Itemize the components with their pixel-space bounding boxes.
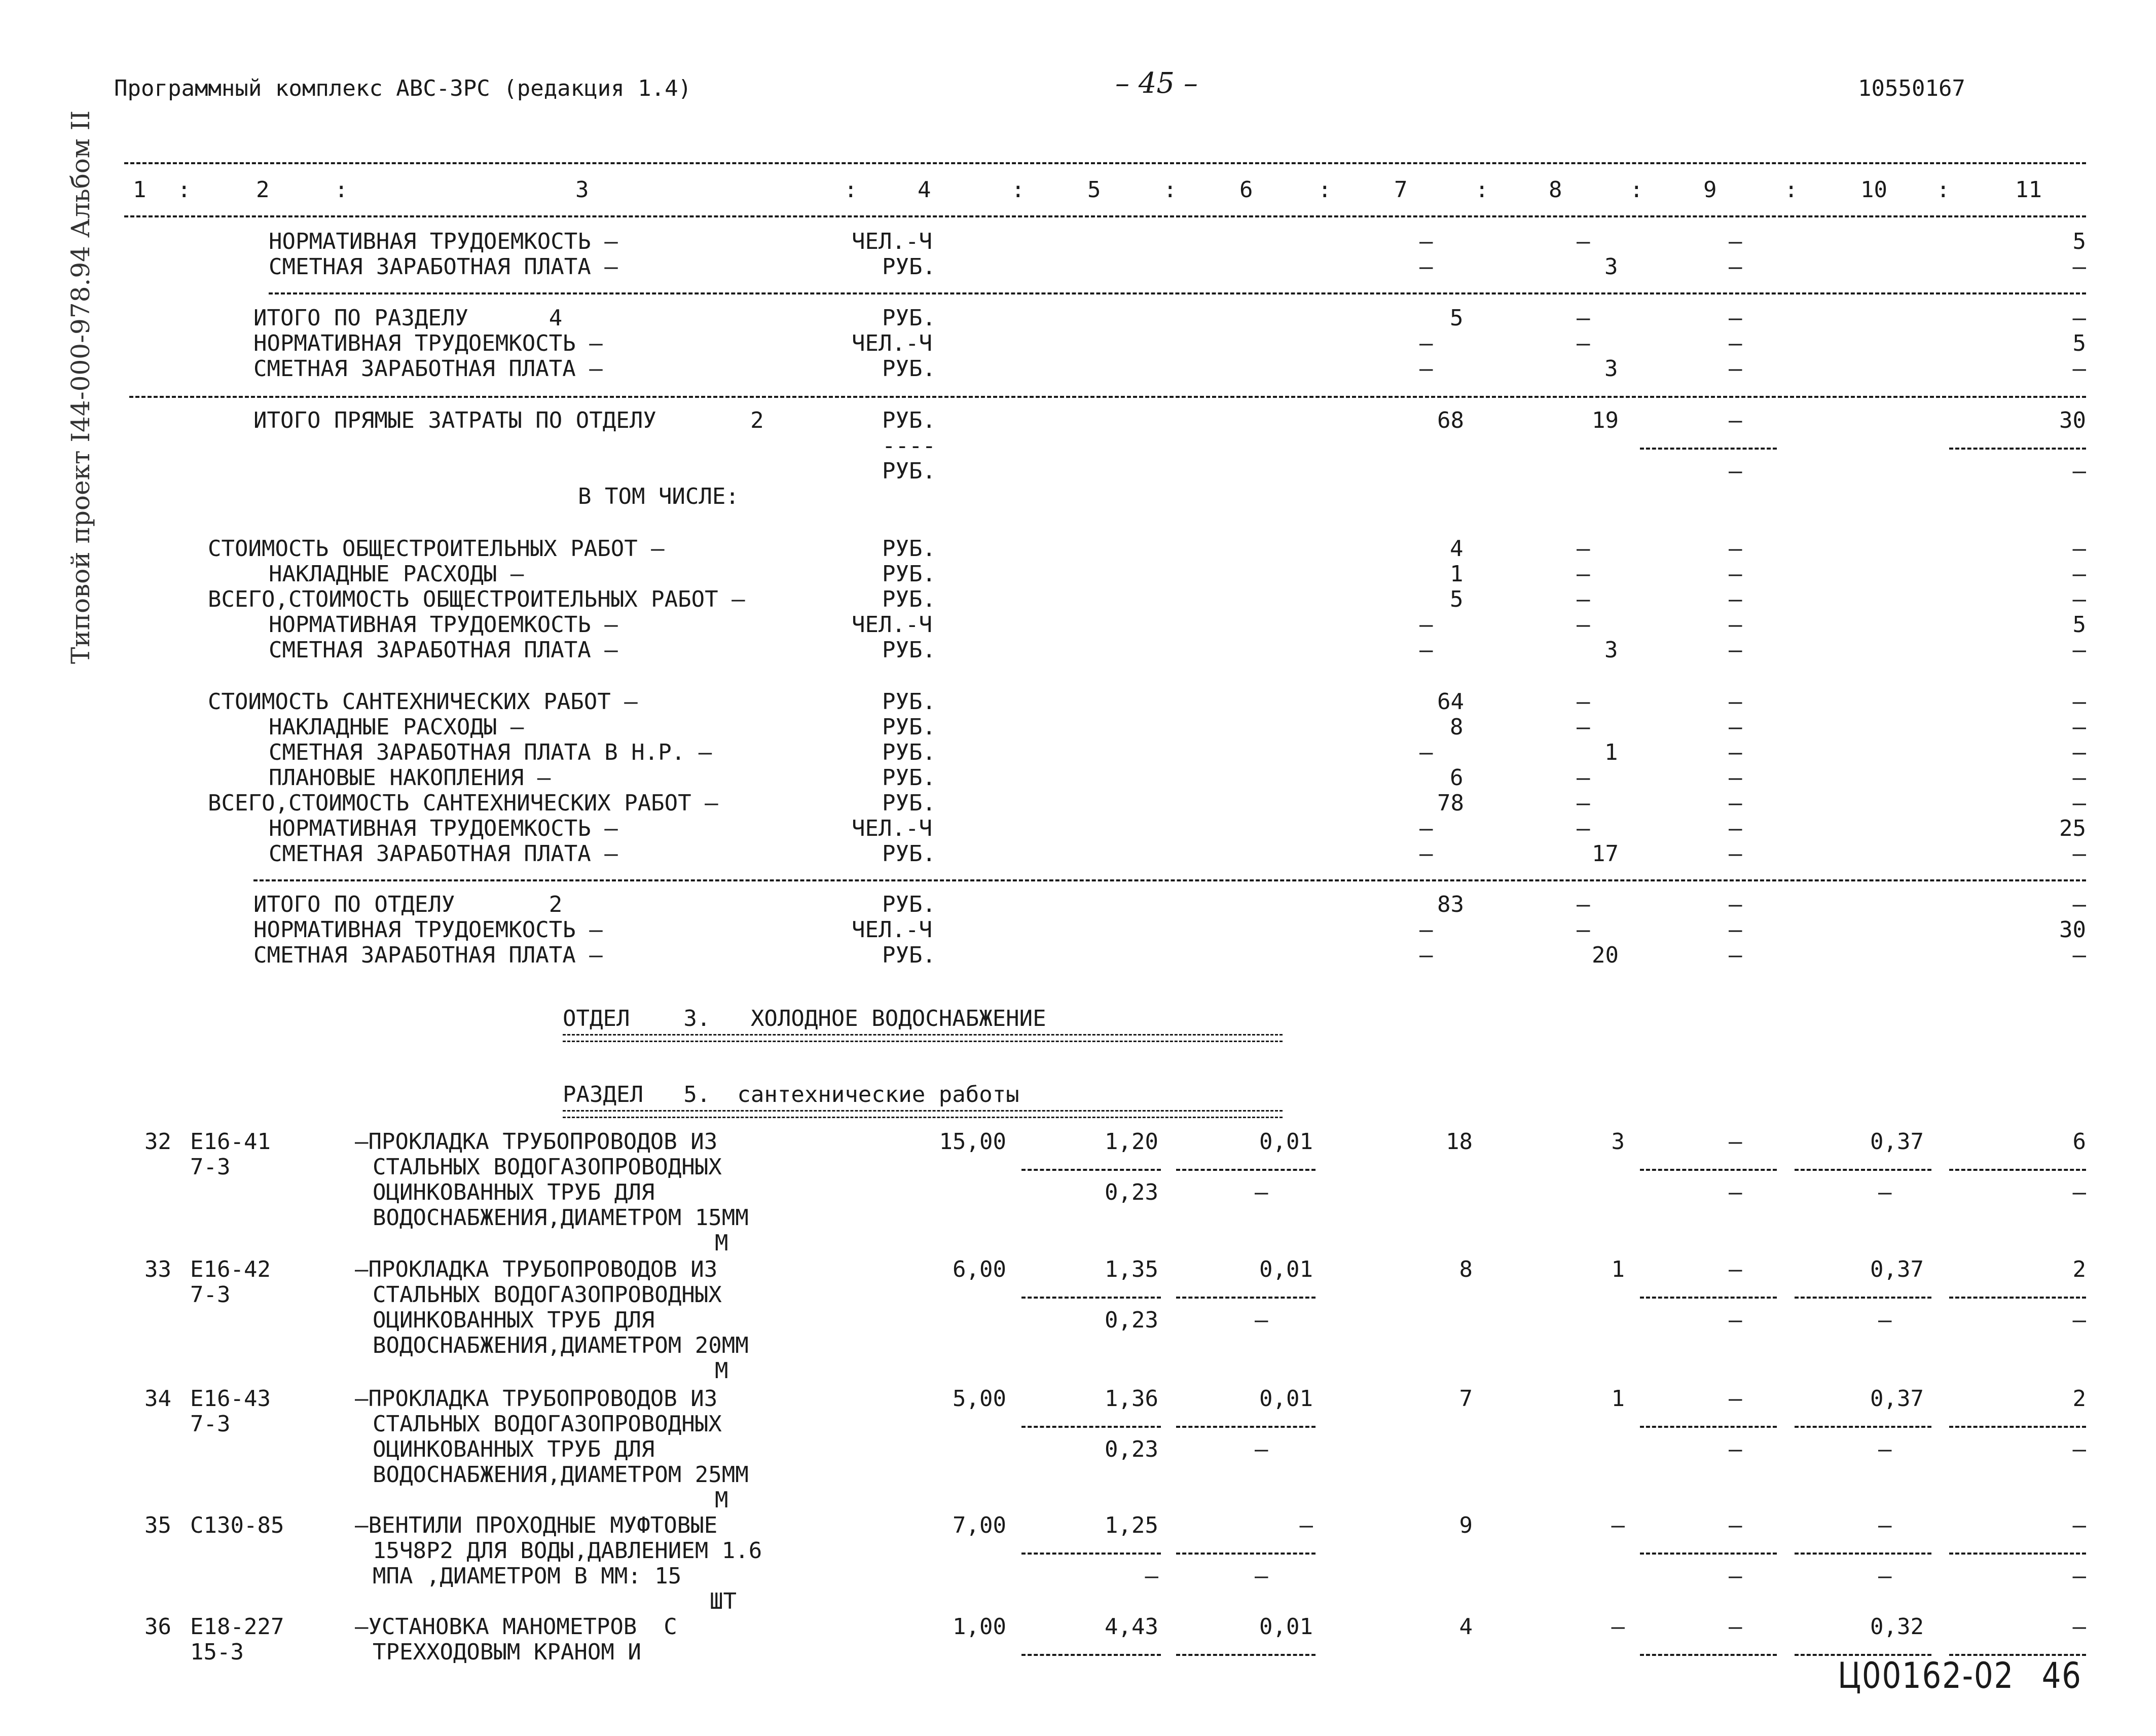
item-number: 36 bbox=[144, 1614, 171, 1640]
item-description-line: ВОДОСНАБЖЕНИЯ,ДИАМЕТРОМ 15ММ bbox=[373, 1205, 749, 1231]
item-col9: – bbox=[1729, 1512, 1742, 1538]
item-subcode: 7-3 bbox=[190, 1154, 231, 1180]
unit: РУБ. bbox=[882, 740, 936, 765]
value-dash: – bbox=[2072, 892, 2086, 917]
value-dash: – bbox=[1729, 689, 1742, 715]
unit: РУБ. bbox=[882, 254, 936, 280]
column-separator: : bbox=[844, 177, 858, 203]
item-description-line: ВОДОСНАБЖЕНИЯ,ДИАМЕТРОМ 25ММ bbox=[373, 1462, 749, 1488]
item-col6: – bbox=[1299, 1512, 1313, 1538]
column-number: 11 bbox=[2015, 177, 2042, 203]
item-col8: – bbox=[1611, 1614, 1625, 1640]
value-col8: 17 bbox=[1592, 841, 1619, 867]
separator bbox=[1795, 1169, 1931, 1171]
value-col7: 8 bbox=[1450, 714, 1464, 740]
label-salary: СМЕТНАЯ ЗАРАБОТНАЯ ПЛАТА – bbox=[269, 637, 618, 663]
label-salary-np: СМЕТНАЯ ЗАРАБОТНАЯ ПЛАТА В Н.Р. – bbox=[269, 740, 712, 765]
item-col10: 0,37 bbox=[1870, 1386, 1924, 1412]
value-dash: – bbox=[1729, 330, 1742, 356]
value-dash: – bbox=[1729, 536, 1742, 562]
value-col8: 1 bbox=[1604, 740, 1618, 765]
value-dash: – bbox=[1577, 790, 1590, 816]
value-dash: – bbox=[1729, 305, 1742, 331]
value-dash: – bbox=[2072, 637, 2086, 663]
item-col9-sub: – bbox=[1729, 1307, 1742, 1333]
section-5-heading: РАЗДЕЛ 5. сантехнические работы bbox=[563, 1082, 1019, 1107]
value-dash: – bbox=[1419, 330, 1433, 356]
value-col7: 78 bbox=[1437, 790, 1464, 816]
item-col10-sub: – bbox=[1878, 1179, 1892, 1205]
item-description-line: ТРЕХХОДОВЫМ КРАНОМ И bbox=[373, 1639, 641, 1665]
separator bbox=[1640, 1426, 1777, 1428]
item-col9: – bbox=[1729, 1257, 1742, 1282]
value-dash: – bbox=[1729, 458, 1742, 484]
value-dash: – bbox=[2072, 561, 2086, 587]
general-cost-label: СТОИМОСТЬ ОБЩЕСТРОИТЕЛЬНЫХ РАБОТ – bbox=[208, 536, 665, 562]
value-dash: – bbox=[2072, 765, 2086, 791]
value-dash: – bbox=[2072, 689, 2086, 715]
item-col11: – bbox=[2072, 1512, 2086, 1538]
separator bbox=[1176, 1426, 1315, 1428]
column-number: 5 bbox=[1087, 177, 1101, 203]
value-dash: – bbox=[2072, 254, 2086, 280]
item-col5-sub: 0,23 bbox=[1105, 1179, 1158, 1205]
value-col11: 30 bbox=[2059, 917, 2086, 943]
label-salary: СМЕТНАЯ ЗАРАБОТНАЯ ПЛАТА – bbox=[253, 942, 603, 968]
item-description-line: ОЦИНКОВАННЫХ ТРУБ ДЛЯ bbox=[373, 1307, 655, 1333]
value-col7: 64 bbox=[1437, 689, 1464, 715]
item-quantity: 1,00 bbox=[953, 1614, 1006, 1640]
item-unit: М bbox=[715, 1487, 728, 1513]
separator bbox=[1795, 1297, 1931, 1299]
value-dash: – bbox=[1577, 765, 1590, 791]
value-dash: – bbox=[1419, 229, 1433, 254]
item-col6: 0,01 bbox=[1259, 1129, 1313, 1155]
value-dash: – bbox=[1729, 740, 1742, 765]
item-col10: 0,37 bbox=[1870, 1129, 1924, 1155]
separator bbox=[1021, 1297, 1161, 1299]
item-col9: – bbox=[1729, 1129, 1742, 1155]
item-col11: 2 bbox=[2072, 1386, 2086, 1412]
item-description-line: –ВЕНТИЛИ ПРОХОДНЫЕ МУФТОВЫЕ bbox=[355, 1512, 718, 1538]
column-separator: : bbox=[335, 177, 348, 203]
label-salary: СМЕТНАЯ ЗАРАБОТНАЯ ПЛАТА – bbox=[253, 356, 603, 382]
value-dash: – bbox=[2072, 356, 2086, 382]
value-dash: – bbox=[1729, 892, 1742, 917]
value-dash: – bbox=[2072, 714, 2086, 740]
value-dash: – bbox=[1577, 714, 1590, 740]
separator bbox=[269, 292, 2086, 294]
label-savings: ПЛАНОВЫЕ НАКОПЛЕНИЯ – bbox=[269, 765, 551, 791]
value-col11: 30 bbox=[2059, 408, 2086, 433]
general-total-label: ВСЕГО,СТОИМОСТЬ ОБЩЕСТРОИТЕЛЬНЫХ РАБОТ – bbox=[208, 586, 745, 612]
unit: ЧЕЛ.-Ч bbox=[852, 330, 932, 356]
item-description-line: ОЦИНКОВАННЫХ ТРУБ ДЛЯ bbox=[373, 1436, 655, 1462]
item-col10: – bbox=[1878, 1512, 1892, 1538]
value-dash: – bbox=[1729, 586, 1742, 612]
separator bbox=[1640, 448, 1777, 450]
unit: РУБ. bbox=[882, 790, 936, 816]
value-dash: – bbox=[1419, 254, 1433, 280]
item-col5: 4,43 bbox=[1105, 1614, 1158, 1640]
item-col6: 0,01 bbox=[1259, 1257, 1313, 1282]
value-dash: – bbox=[2072, 458, 2086, 484]
item-quantity: 6,00 bbox=[953, 1257, 1006, 1282]
column-separator: : bbox=[1318, 177, 1332, 203]
value-dash: – bbox=[1419, 637, 1433, 663]
item-col5: 1,35 bbox=[1105, 1257, 1158, 1282]
item-subcode: 7-3 bbox=[190, 1282, 231, 1308]
label-overhead: НАКЛАДНЫЕ РАСХОДЫ – bbox=[269, 561, 524, 587]
department-3-heading: ОТДЕЛ 3. ХОЛОДНОЕ ВОДОСНАБЖЕНИЕ bbox=[563, 1006, 1046, 1031]
separator bbox=[1176, 1654, 1315, 1656]
item-description-line: 15Ч8Р2 ДЛЯ ВОДЫ,ДАВЛЕНИЕМ 1.6 bbox=[373, 1538, 762, 1564]
unit: РУБ. bbox=[882, 356, 936, 382]
item-col10: 0,32 bbox=[1870, 1614, 1924, 1640]
unit: РУБ. bbox=[882, 765, 936, 791]
item-code: Е16-41 bbox=[190, 1129, 271, 1155]
separator bbox=[1949, 1426, 2086, 1428]
item-description-line: МПА ,ДИАМЕТРОМ В ММ: 15 bbox=[373, 1563, 682, 1589]
item-col9: – bbox=[1729, 1386, 1742, 1412]
item-description-line: –ПРОКЛАДКА ТРУБОПРОВОДОВ ИЗ bbox=[355, 1257, 718, 1282]
label-norm: НОРМАТИВНАЯ ТРУДОЕМКОСТЬ – bbox=[253, 330, 603, 356]
value-col8: 3 bbox=[1604, 637, 1618, 663]
value-dash: – bbox=[2072, 305, 2086, 331]
separator bbox=[1949, 1297, 2086, 1299]
unit: РУБ. bbox=[882, 714, 936, 740]
item-col6-sub: – bbox=[1255, 1307, 1268, 1333]
value-dash: – bbox=[1577, 689, 1590, 715]
value-dash: – bbox=[1729, 841, 1742, 867]
item-number: 32 bbox=[144, 1129, 171, 1155]
item-description-line: –ПРОКЛАДКА ТРУБОПРОВОДОВ ИЗ bbox=[355, 1129, 718, 1155]
item-col5-sub: 0,23 bbox=[1105, 1307, 1158, 1333]
separator bbox=[1176, 1169, 1315, 1171]
unit: ЧЕЛ.-Ч bbox=[852, 229, 932, 254]
separator bbox=[124, 215, 2086, 217]
stamp-code: Ц00162-02 bbox=[1838, 1655, 2014, 1696]
value-dash: – bbox=[1419, 356, 1433, 382]
item-col5: 1,20 bbox=[1105, 1129, 1158, 1155]
value-col11: 5 bbox=[2072, 612, 2086, 638]
column-separator: : bbox=[1630, 177, 1643, 203]
separator bbox=[124, 162, 2086, 164]
value-dash: – bbox=[1577, 305, 1590, 331]
item-subcode: 15-3 bbox=[190, 1639, 244, 1665]
item-col7: 7 bbox=[1459, 1386, 1473, 1412]
label-salary: СМЕТНАЯ ЗАРАБОТНАЯ ПЛАТА – bbox=[269, 841, 618, 867]
separator bbox=[1949, 448, 2086, 450]
unit: РУБ. bbox=[882, 408, 936, 433]
separator bbox=[1021, 1169, 1161, 1171]
column-separator: : bbox=[177, 177, 191, 203]
plumbing-cost-label: СТОИМОСТЬ САНТЕХНИЧЕСКИХ РАБОТ – bbox=[208, 689, 638, 715]
column-separator: : bbox=[1475, 177, 1489, 203]
value-dash: – bbox=[2072, 586, 2086, 612]
value-dash: – bbox=[1419, 841, 1433, 867]
label-norm: НОРМАТИВНАЯ ТРУДОЕМКОСТЬ – bbox=[253, 917, 603, 943]
label-norm: НОРМАТИВНАЯ ТРУДОЕМКОСТЬ – bbox=[269, 612, 618, 638]
column-separator: : bbox=[1784, 177, 1798, 203]
separator bbox=[1640, 1553, 1777, 1555]
item-col5-sub: – bbox=[1145, 1563, 1158, 1589]
item-code: С130-85 bbox=[190, 1512, 284, 1538]
item-number: 35 bbox=[144, 1512, 171, 1538]
item-col10-sub: – bbox=[1878, 1307, 1892, 1333]
value-col8: 3 bbox=[1604, 254, 1618, 280]
unit: РУБ. bbox=[882, 841, 936, 867]
value-col8: 3 bbox=[1604, 356, 1618, 382]
item-unit: М bbox=[715, 1230, 728, 1256]
item-col8: 3 bbox=[1611, 1129, 1625, 1155]
value-dash: – bbox=[1577, 917, 1590, 943]
item-number: 34 bbox=[144, 1386, 171, 1412]
value-dash: – bbox=[1577, 330, 1590, 356]
item-col11: – bbox=[2072, 1614, 2086, 1640]
item-col5-sub: 0,23 bbox=[1105, 1436, 1158, 1462]
separator bbox=[129, 396, 2086, 398]
column-number: 7 bbox=[1394, 177, 1408, 203]
value-col7: 1 bbox=[1450, 561, 1464, 587]
value-dash: – bbox=[1729, 229, 1742, 254]
item-col5: 1,36 bbox=[1105, 1386, 1158, 1412]
item-description-line: СТАЛЬНЫХ ВОДОГАЗОПРОВОДНЫХ bbox=[373, 1282, 722, 1308]
value-col11: 25 bbox=[2059, 816, 2086, 841]
label-salary: СМЕТНАЯ ЗАРАБОТНАЯ ПЛАТА – bbox=[269, 254, 618, 280]
column-number: 4 bbox=[918, 177, 931, 203]
value-dash: – bbox=[2072, 536, 2086, 562]
column-number: 3 bbox=[575, 177, 589, 203]
value-dash: – bbox=[1577, 892, 1590, 917]
separator bbox=[1021, 1426, 1161, 1428]
value-dash: – bbox=[1419, 612, 1433, 638]
separator bbox=[1640, 1169, 1777, 1171]
value-col7: 5 bbox=[1450, 305, 1464, 331]
value-dash: – bbox=[1729, 356, 1742, 382]
unit: РУБ. bbox=[882, 586, 936, 612]
item-col8: 1 bbox=[1611, 1386, 1625, 1412]
column-number: 2 bbox=[256, 177, 270, 203]
item-description-line: СТАЛЬНЫХ ВОДОГАЗОПРОВОДНЫХ bbox=[373, 1411, 722, 1437]
separator bbox=[1176, 1297, 1315, 1299]
unit: РУБ. bbox=[882, 458, 936, 484]
including-label: В ТОМ ЧИСЛЕ: bbox=[578, 484, 739, 509]
item-description-line: –ПРОКЛАДКА ТРУБОПРОВОДОВ ИЗ bbox=[355, 1386, 718, 1412]
program-title: Программный комплекс АВС-3РС (редакция 1.4) bbox=[114, 76, 692, 101]
item-col9-sub: – bbox=[1729, 1436, 1742, 1462]
item-col11-sub: – bbox=[2072, 1179, 2086, 1205]
value-dash: – bbox=[1577, 586, 1590, 612]
value-dash: – bbox=[1729, 917, 1742, 943]
item-col9-sub: – bbox=[1729, 1179, 1742, 1205]
value-dash: – bbox=[2072, 841, 2086, 867]
unit: ЧЕЛ.-Ч bbox=[852, 816, 932, 841]
direct-costs-label: ИТОГО ПРЯМЫЕ ЗАТРАТЫ ПО ОТДЕЛУ 2 bbox=[253, 408, 764, 433]
value-col7: 5 bbox=[1450, 586, 1464, 612]
unit: РУБ. bbox=[882, 561, 936, 587]
item-subcode: 7-3 bbox=[190, 1411, 231, 1437]
item-col10-sub: – bbox=[1878, 1436, 1892, 1462]
separator bbox=[1021, 1654, 1161, 1656]
unit: РУБ. bbox=[882, 637, 936, 663]
item-col11-sub: – bbox=[2072, 1436, 2086, 1462]
item-col8: – bbox=[1611, 1512, 1625, 1538]
value-dash: – bbox=[2072, 790, 2086, 816]
unit-underline: ---- bbox=[882, 433, 936, 459]
item-col6-sub: – bbox=[1255, 1563, 1268, 1589]
item-col6-sub: – bbox=[1255, 1436, 1268, 1462]
item-description-line: ВОДОСНАБЖЕНИЯ,ДИАМЕТРОМ 20ММ bbox=[373, 1333, 749, 1358]
item-col8: 1 bbox=[1611, 1257, 1625, 1282]
column-separator: : bbox=[1163, 177, 1177, 203]
unit: ЧЕЛ.-Ч bbox=[852, 917, 932, 943]
value-dash: – bbox=[1577, 612, 1590, 638]
section4-total-label: ИТОГО ПО РАЗДЕЛУ 4 bbox=[253, 305, 563, 331]
value-dash: – bbox=[1729, 790, 1742, 816]
unit: ЧЕЛ.-Ч bbox=[852, 612, 932, 638]
dept-total-label: ИТОГО ПО ОТДЕЛУ 2 bbox=[253, 892, 563, 917]
label-norm: НОРМАТИВНАЯ ТРУДОЕМКОСТЬ – bbox=[269, 816, 618, 841]
column-number: 6 bbox=[1239, 177, 1253, 203]
value-col7: 4 bbox=[1450, 536, 1464, 562]
separator bbox=[1640, 1297, 1777, 1299]
stamp-sheet-number: 46 bbox=[2041, 1655, 2082, 1696]
document-code: 10550167 bbox=[1858, 76, 1965, 101]
plumbing-total-label: ВСЕГО,СТОИМОСТЬ САНТЕХНИЧЕСКИХ РАБОТ – bbox=[208, 790, 718, 816]
item-description-line: –УСТАНОВКА МАНОМЕТРОВ С bbox=[355, 1614, 677, 1640]
value-col7: 6 bbox=[1450, 765, 1464, 791]
separator bbox=[1949, 1553, 2086, 1555]
value-dash: – bbox=[1729, 612, 1742, 638]
page-number: – 45 – bbox=[1115, 67, 1198, 100]
value-col7: 68 bbox=[1437, 408, 1464, 433]
item-description-line: СТАЛЬНЫХ ВОДОГАЗОПРОВОДНЫХ bbox=[373, 1154, 722, 1180]
separator bbox=[1949, 1169, 2086, 1171]
value-col11: 5 bbox=[2072, 330, 2086, 356]
item-col7: 9 bbox=[1459, 1512, 1473, 1538]
value-dash: – bbox=[1729, 254, 1742, 280]
item-col11-sub: – bbox=[2072, 1307, 2086, 1333]
label-overhead: НАКЛАДНЫЕ РАСХОДЫ – bbox=[269, 714, 524, 740]
value-dash: – bbox=[1729, 942, 1742, 968]
item-col9: – bbox=[1729, 1614, 1742, 1640]
separator bbox=[1795, 1426, 1931, 1428]
value-col11: 5 bbox=[2072, 229, 2086, 254]
item-quantity: 5,00 bbox=[953, 1386, 1006, 1412]
value-dash: – bbox=[1577, 561, 1590, 587]
item-col9-sub: – bbox=[1729, 1563, 1742, 1589]
value-dash: – bbox=[1419, 740, 1433, 765]
value-dash: – bbox=[1419, 816, 1433, 841]
item-number: 33 bbox=[144, 1257, 171, 1282]
separator bbox=[1021, 1553, 1161, 1555]
item-code: Е16-42 bbox=[190, 1257, 271, 1282]
value-dash: – bbox=[2072, 740, 2086, 765]
double-underline bbox=[563, 1034, 1283, 1042]
value-dash: – bbox=[1729, 816, 1742, 841]
unit: РУБ. bbox=[882, 536, 936, 562]
unit: РУБ. bbox=[882, 689, 936, 715]
value-dash: – bbox=[1577, 816, 1590, 841]
value-dash: – bbox=[1419, 917, 1433, 943]
value-dash: – bbox=[1577, 229, 1590, 254]
sheet-stamp bbox=[1838, 1655, 2082, 1696]
item-quantity: 7,00 bbox=[953, 1512, 1006, 1538]
label-norm: НОРМАТИВНАЯ ТРУДОЕМКОСТЬ – bbox=[269, 229, 618, 254]
item-description-line: ОЦИНКОВАННЫХ ТРУБ ДЛЯ bbox=[373, 1179, 655, 1205]
unit: РУБ. bbox=[882, 305, 936, 331]
value-dash: – bbox=[1419, 942, 1433, 968]
column-number: 10 bbox=[1860, 177, 1887, 203]
value-col8: 19 bbox=[1592, 408, 1619, 433]
value-dash: – bbox=[1729, 637, 1742, 663]
column-number: 9 bbox=[1703, 177, 1717, 203]
column-separator: : bbox=[1011, 177, 1025, 203]
item-col10: 0,37 bbox=[1870, 1257, 1924, 1282]
separator bbox=[1176, 1553, 1315, 1555]
double-underline bbox=[563, 1110, 1283, 1118]
separator bbox=[1795, 1553, 1931, 1555]
separator bbox=[1640, 1654, 1777, 1656]
item-code: Е16-43 bbox=[190, 1386, 271, 1412]
item-col7: 4 bbox=[1459, 1614, 1473, 1640]
item-col5: 1,25 bbox=[1105, 1512, 1158, 1538]
item-col6-sub: – bbox=[1255, 1179, 1268, 1205]
item-col6: 0,01 bbox=[1259, 1614, 1313, 1640]
value-dash: – bbox=[1729, 765, 1742, 791]
value-dash: – bbox=[2072, 942, 2086, 968]
item-quantity: 15,00 bbox=[939, 1129, 1006, 1155]
value-col8: 20 bbox=[1592, 942, 1619, 968]
item-unit: М bbox=[715, 1358, 728, 1384]
item-code: Е18-227 bbox=[190, 1614, 284, 1640]
value-col7: 83 bbox=[1437, 892, 1464, 917]
column-separator: : bbox=[1936, 177, 1950, 203]
item-col7: 18 bbox=[1446, 1129, 1473, 1155]
item-col6: 0,01 bbox=[1259, 1386, 1313, 1412]
item-col10-sub: – bbox=[1878, 1563, 1892, 1589]
item-col11: 2 bbox=[2072, 1257, 2086, 1282]
column-number: 8 bbox=[1549, 177, 1562, 203]
separator bbox=[253, 879, 2086, 881]
value-dash: – bbox=[1729, 714, 1742, 740]
item-col11-sub: – bbox=[2072, 1563, 2086, 1589]
value-dash: – bbox=[1577, 536, 1590, 562]
item-col7: 8 bbox=[1459, 1257, 1473, 1282]
item-unit: ШТ bbox=[710, 1589, 737, 1614]
item-col11: 6 bbox=[2072, 1129, 2086, 1155]
value-dash: – bbox=[1729, 561, 1742, 587]
unit: РУБ. bbox=[882, 942, 936, 968]
column-number: 1 bbox=[133, 177, 147, 203]
album-margin-label: Типовой проект I44-000-978.94 Альбом II bbox=[66, 110, 95, 664]
value-dash: – bbox=[1729, 408, 1742, 433]
unit: РУБ. bbox=[882, 892, 936, 917]
